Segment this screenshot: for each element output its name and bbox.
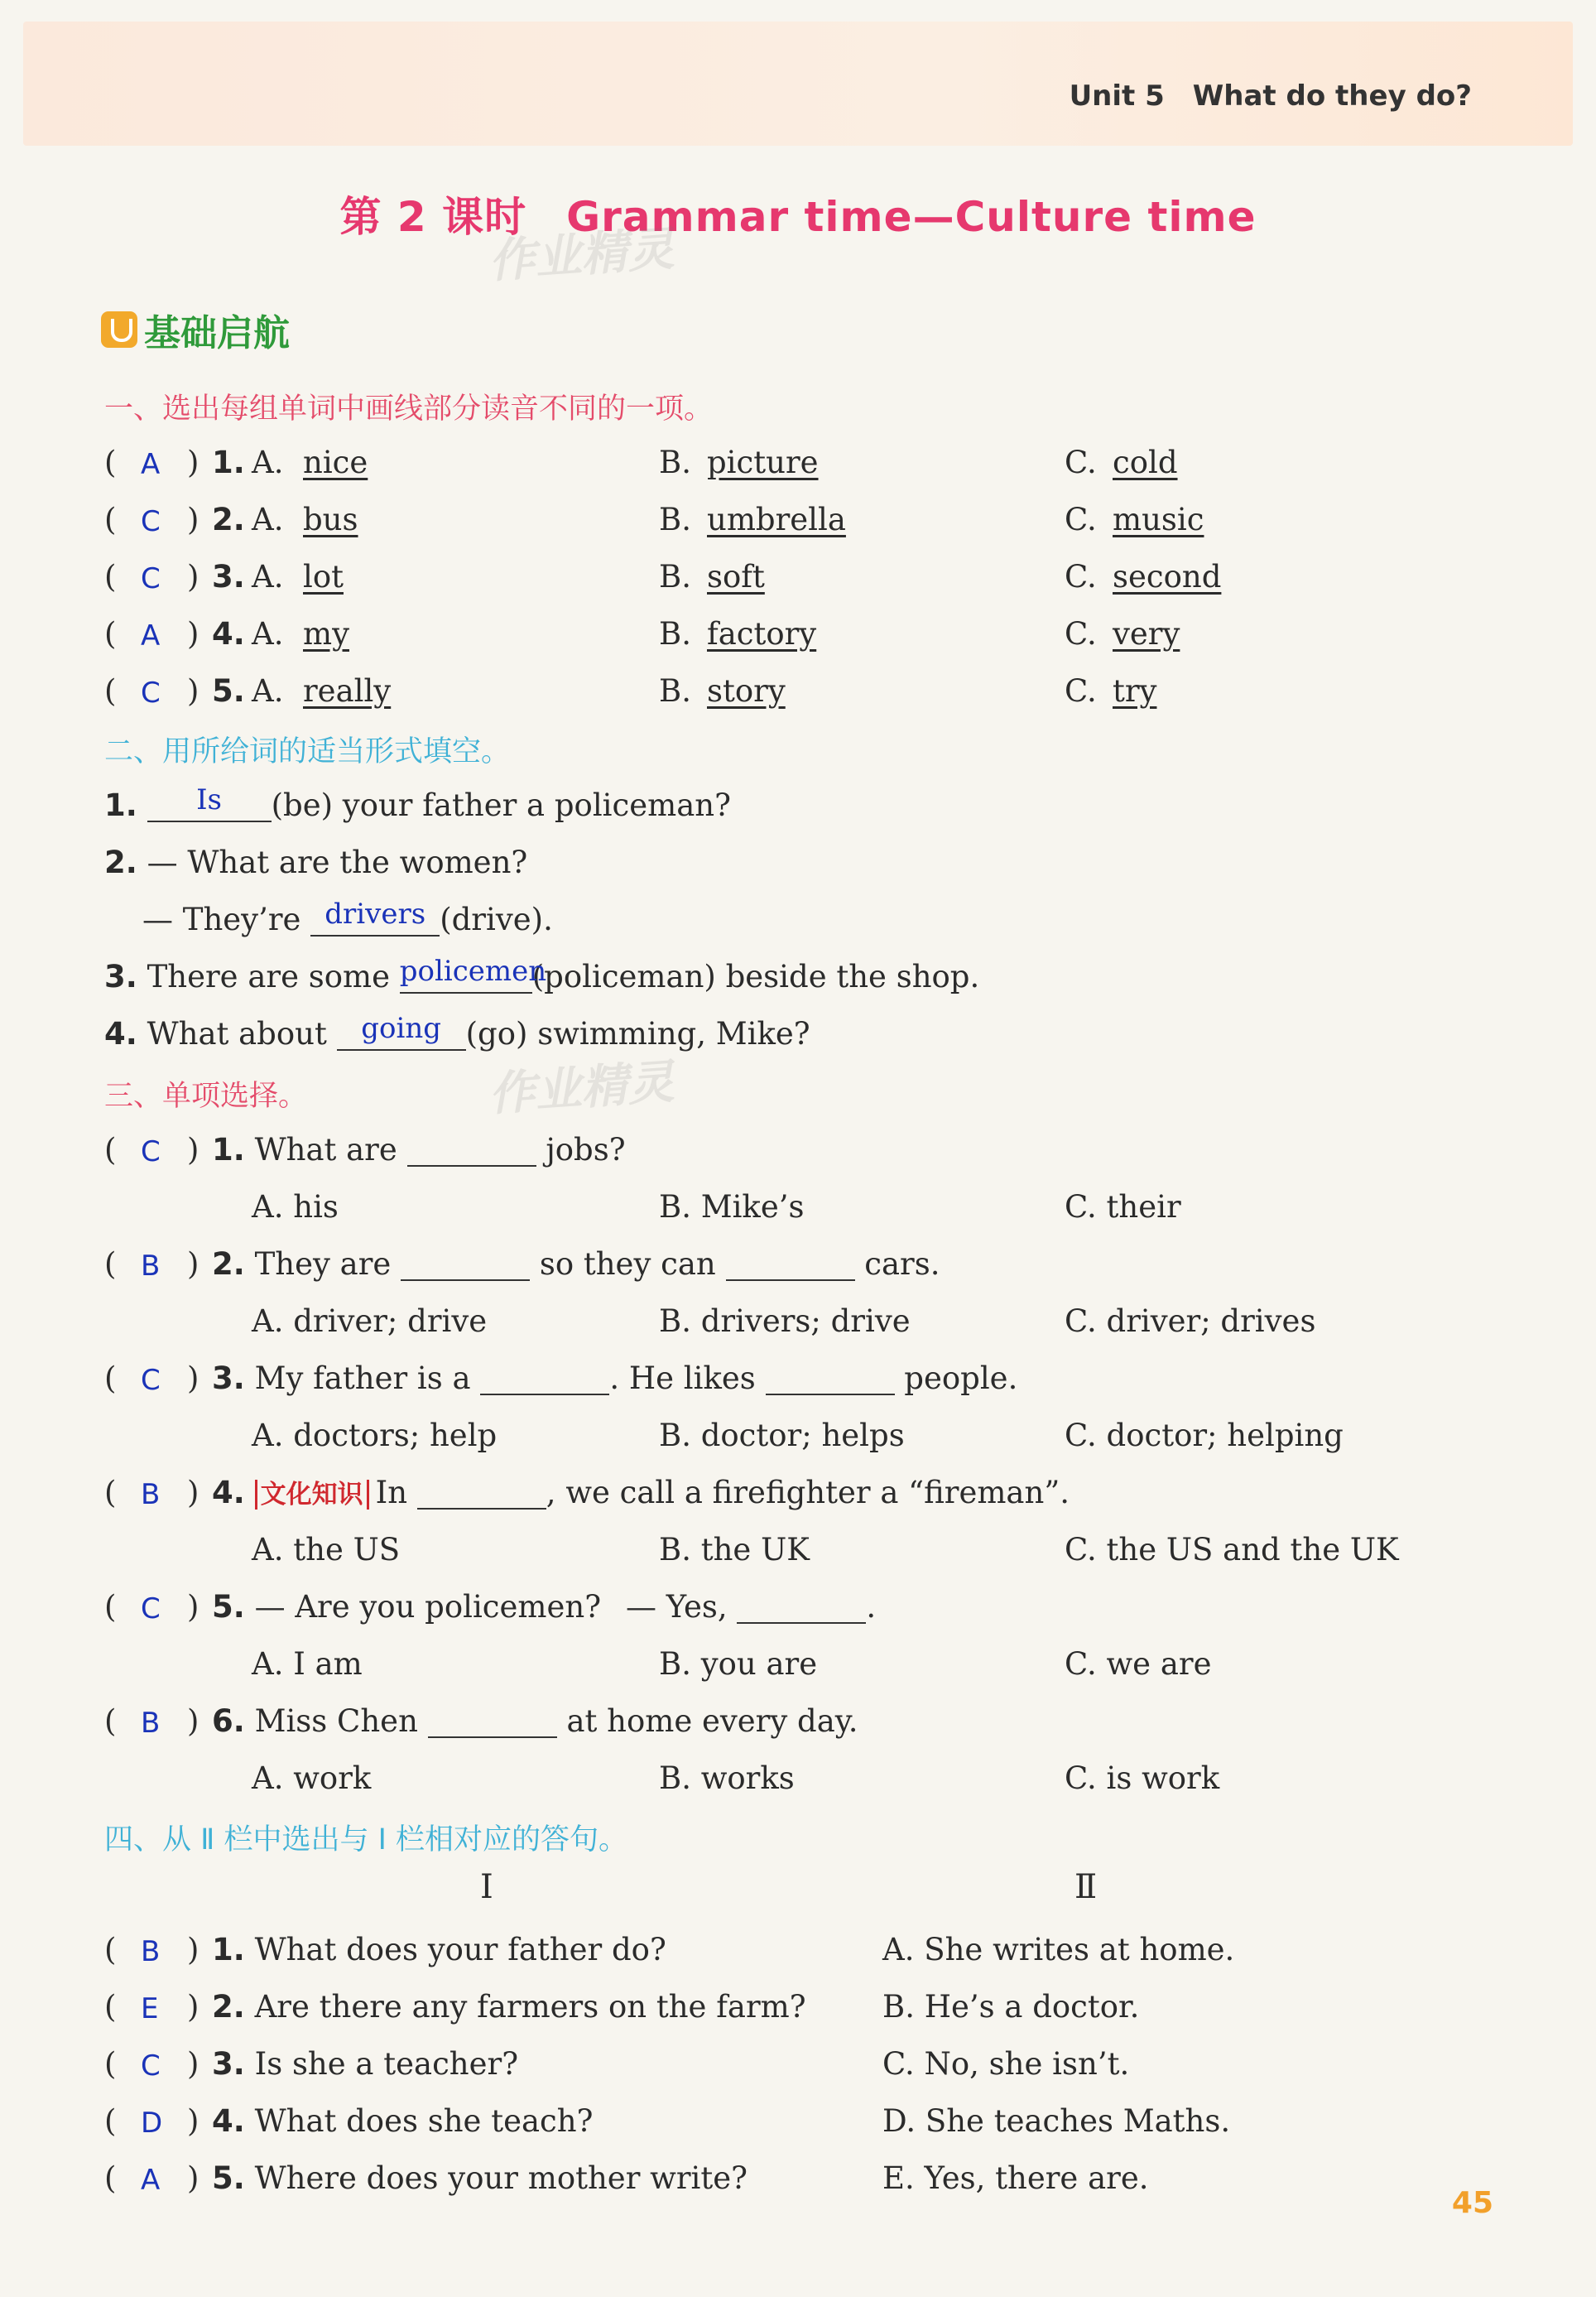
unit-title: What do they do?: [1192, 79, 1472, 113]
answer-mark: C: [141, 505, 161, 538]
blank-line: [737, 1592, 866, 1624]
blank-line: [766, 1364, 895, 1395]
part2-title: 二、用所给词的适当形式填空。: [104, 735, 511, 768]
answer-mark: B: [141, 1935, 161, 1968]
answer-blank: Is: [147, 791, 272, 822]
blank-line: [401, 1250, 530, 1281]
answer-blank: going: [337, 1019, 466, 1051]
lesson-name: Grammar time—Culture time: [566, 193, 1257, 241]
match-row: ( B ) 1. What does your father do? A. She writes at home.: [104, 1929, 1512, 1971]
answer-mark: B: [141, 1478, 161, 1511]
culture-tag: 文化知识: [255, 1480, 369, 1510]
blank-line: [417, 1478, 546, 1510]
watermark: 作业精灵: [487, 222, 676, 289]
answer-mark: C: [141, 2049, 161, 2083]
match-row: ( D ) 4. What does she teach? D. She teaches Maths.: [104, 2101, 1512, 2142]
part3-title: 三、单项选择。: [104, 1080, 308, 1113]
answer-mark: A: [141, 619, 161, 653]
answer-mark: A: [141, 2164, 161, 2197]
lesson-prefix: 第 2 课时: [339, 193, 527, 241]
column-header-1: Ⅰ: [480, 1868, 493, 1906]
lesson-title: [0, 184, 1596, 243]
answer-mark: B: [141, 1250, 161, 1283]
unit-label: [1070, 79, 1472, 113]
answer-mark: C: [141, 677, 161, 710]
blank-line: [407, 1135, 536, 1167]
blank-line: [428, 1707, 557, 1738]
anchor-icon: [101, 311, 137, 348]
answer-mark: C: [141, 1135, 161, 1168]
answer-mark: E: [141, 1992, 159, 2025]
section-heading: 基础启航: [101, 303, 290, 356]
match-row: ( C ) 3. Is she a teacher? C. No, she isn’t.: [104, 2044, 1512, 2085]
answer-mark: B: [141, 1707, 161, 1740]
answer-mark: A: [141, 448, 161, 481]
answer-mark: C: [141, 562, 161, 595]
answer-mark: C: [141, 1364, 161, 1397]
workbook-page: Unit 5 What do they do? 第 2 课时 Grammar time—Culture time 作业精灵 作业精灵 基础启航 一、选出每组单词中画线部分读音不同的一项。 ( A ) 1. A. nice B. picture C. cold ( C ) 2. A. bus B. umbrella C. music ( C ) 3. A. lot B. soft C. second ( A ) 4. A. my B. factory C. very ( C ) 5. A. really B. story C. try 二、用所给词的适当形式填空。 1. Is (be) your father a policeman? 2. — What are the women? — They’re drivers (drive). 3. There are some policemen (policeman) beside the shop. 4. What about going (go) swimming, Mike? 三、单项选择。 ( C ) 1. What are jobs? A. his B. Mike’s C. their ( B ) 2. They are so they can cars. A. driver; drive B. drivers; drive C. driver; drives ( C ) 3. My father is a . He likes people. A. doctors; help B. doctor; helps C. doctor; helping ( B ) 4. 文化知识 In , we call a firefighter a “fireman”. A. the US B. the UK C. the US and the UK ( C ) 5. — Are you policemen? — Yes, . A. I am B. you are C. we are ( B ) 6. Miss Chen at home every day. A. work B. works C. is work 四、从 Ⅱ 栏中选出与 Ⅰ 栏相对应的答句。 Ⅰ Ⅱ ( B ) 1. What does your father do? A. She writes at home. ( E ) 2. Are there any farmers on the farm? B. He’s a doctor. ( C ) 3. Is she a teacher? C. No, she isn’t. ( D ) 4. What does she teach? D. She teaches Maths. ( A ) 5. Where does your mother write? E. Yes, there are. 45: [0, 0, 1596, 2297]
match-row: ( A ) 5. Where does your mother write? E. Yes, there are.: [104, 2158, 1512, 2199]
column-header-2: Ⅱ: [1074, 1868, 1098, 1906]
blank-line: [480, 1364, 609, 1395]
part1-title: 一、选出每组单词中画线部分读音不同的一项。: [104, 392, 714, 426]
answer-mark: C: [141, 1592, 161, 1625]
answer-blank: drivers: [310, 905, 440, 937]
fill-question: 2. — What are the women?: [104, 845, 528, 880]
blank-line: [726, 1250, 855, 1281]
part4-title: 四、从 Ⅱ 栏中选出与 Ⅰ 栏相对应的答句。: [104, 1823, 628, 1856]
fill-question: 3. There are some policemen (policeman) beside the shop.: [104, 955, 980, 994]
page-number: 45: [1451, 2186, 1493, 2220]
match-row: ( E ) 2. Are there any farmers on the farm? B. He’s a doctor.: [104, 1986, 1512, 2028]
fill-question: 4. What about going (go) swimming, Mike?: [104, 1012, 810, 1052]
fill-question: 1. Is (be) your father a policeman?: [104, 783, 731, 823]
unit-number: Unit 5: [1069, 79, 1165, 113]
watermark: 作业精灵: [487, 1055, 676, 1122]
answer-blank: policemen: [400, 962, 532, 994]
fill-question-line: — They’re drivers (drive).: [142, 898, 553, 937]
answer-mark: D: [141, 2107, 163, 2140]
